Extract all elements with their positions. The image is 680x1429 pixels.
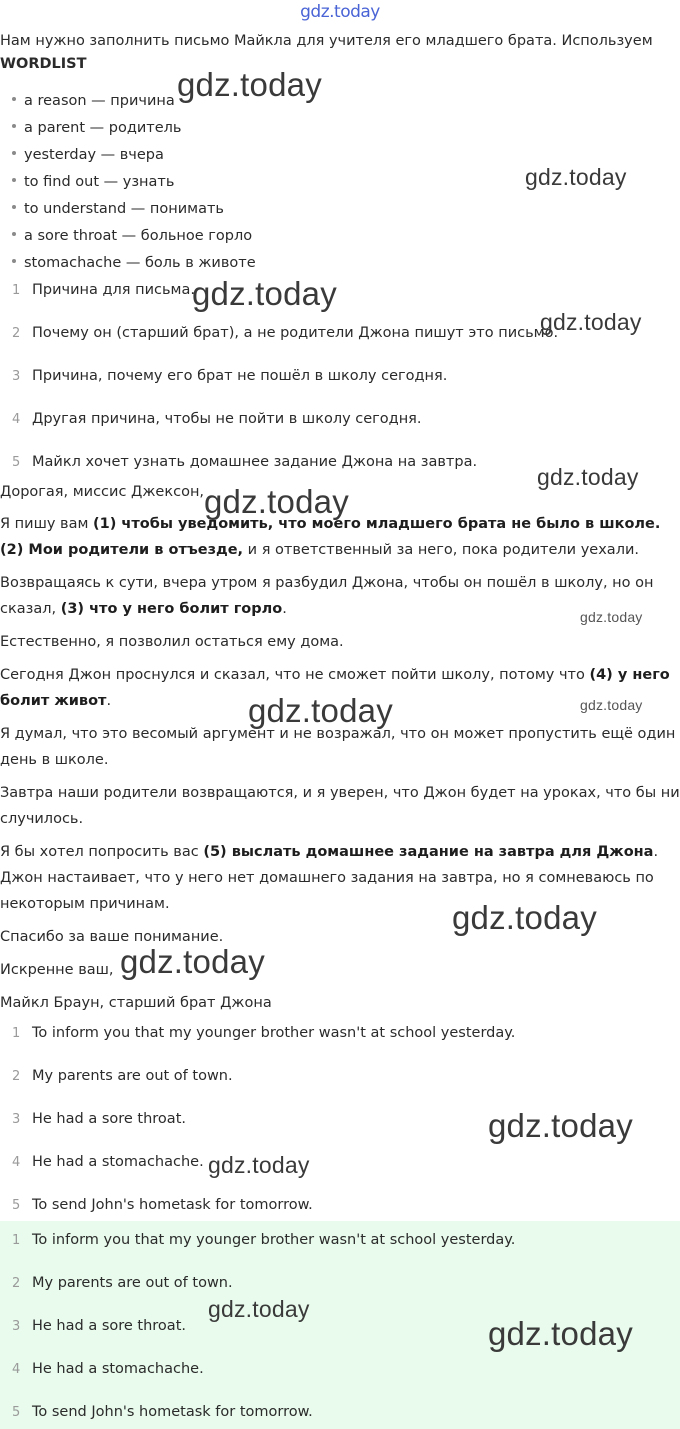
answer-item: 3 He had a sore throat. xyxy=(12,1318,186,1334)
watermark: gdz.today xyxy=(452,899,597,936)
plan-item: 2 Почему он (старший брат), а не родители Джона пишут это письмо. xyxy=(12,325,559,341)
wordlist-heading: WORDLIST xyxy=(0,56,87,72)
answer-item: 2 My parents are out of town. xyxy=(12,1275,233,1291)
bullet-icon xyxy=(12,151,16,155)
letter-closing: Искренне ваш, xyxy=(0,962,114,978)
watermark: gdz.today xyxy=(580,697,643,713)
letter-paragraph: Я думал, что это весомый аргумент и не возражал, что он может пропустить ещё один день в школе. xyxy=(0,726,676,768)
letter-paragraph: Завтра наши родители возвращаются, и я уверен, что Джон будет на уроках, что бы ни случилось. xyxy=(0,785,680,827)
wordlist-item: a reason — причина xyxy=(12,88,175,114)
letter-signature: Майкл Браун, старший брат Джона xyxy=(0,995,272,1011)
letter-paragraph: Я пишу вам (1) чтобы уведомить, что моего младшего брата не было в школе. (2) Мои родители в отъезде, и я ответственный за него, пока родители уехали. xyxy=(0,516,661,558)
bullet-icon xyxy=(12,178,16,182)
letter-paragraph: Естественно, я позволил остаться ему дома. xyxy=(0,634,344,650)
bullet-icon xyxy=(12,205,16,209)
letter-thanks: Спасибо за ваше понимание. xyxy=(0,929,224,945)
wordlist-item: a sore throat — больное горло xyxy=(12,223,252,249)
english-item: 2 My parents are out of town. xyxy=(12,1068,233,1084)
answer-item: 4 He had a stomachache. xyxy=(12,1361,204,1377)
plan-item: 1 Причина для письма. xyxy=(12,282,195,298)
intro-text: Нам нужно заполнить письмо Майкла для учителя его младшего брата. Используем xyxy=(0,33,653,49)
wordlist-item: to understand — понимать xyxy=(12,196,224,222)
plan-item: 3 Причина, почему его брат не пошёл в школу сегодня. xyxy=(12,368,448,384)
plan-item: 5 Майкл хочет узнать домашнее задание Джона на завтра. xyxy=(12,454,478,470)
english-item: 1 To inform you that my younger brother wasn't at school yesterday. xyxy=(12,1025,516,1041)
answer-item: 1 To inform you that my younger brother wasn't at school yesterday. xyxy=(12,1232,516,1248)
wordlist-item: stomachache — боль в животе xyxy=(12,250,256,276)
watermark: gdz.today xyxy=(488,1107,633,1144)
watermark: gdz.today xyxy=(488,1315,633,1352)
watermark: gdz.today xyxy=(120,943,265,980)
watermark: gdz.today xyxy=(192,275,337,312)
watermark: gdz.today xyxy=(177,66,322,103)
bullet-icon xyxy=(12,259,16,263)
watermark: gdz.today xyxy=(208,1152,310,1178)
site-title[interactable]: gdz.today xyxy=(300,2,380,22)
watermark: gdz.today xyxy=(537,464,639,490)
watermark: gdz.today xyxy=(204,483,349,520)
wordlist-item: to find out — узнать xyxy=(12,169,174,195)
english-item: 5 To send John's hometask for tomorrow. xyxy=(12,1197,313,1213)
english-item: 3 He had a sore throat. xyxy=(12,1111,186,1127)
letter-paragraph: Возвращаясь к сути, вчера утром я разбудил Джона, чтобы он пошёл в школу, но он сказал, (3) что у него болит горло. xyxy=(0,575,654,617)
watermark: gdz.today xyxy=(248,692,393,729)
watermark: gdz.today xyxy=(208,1296,310,1322)
letter-paragraph: Сегодня Джон проснулся и сказал, что не сможет пойти школу, потому что (4) у него болит живот. xyxy=(0,667,670,709)
letter-paragraph: Я бы хотел попросить вас (5) выслать домашнее задание на завтра для Джона. Джон настаивает, что у него нет домашнего задания на завтра, но я сомневаюсь по некоторым причинам. xyxy=(0,844,659,912)
letter-greeting: Дорогая, миссис Джексон, xyxy=(0,484,205,500)
wordlist-item: a parent — родитель xyxy=(12,115,181,141)
answer-item: 5 To send John's hometask for tomorrow. xyxy=(12,1404,313,1420)
watermark: gdz.today xyxy=(525,164,627,190)
watermark: gdz.today xyxy=(580,609,643,625)
watermark: gdz.today xyxy=(540,309,642,335)
plan-item: 4 Другая причина, чтобы не пойти в школу сегодня. xyxy=(12,411,422,427)
wordlist-item: yesterday — вчера xyxy=(12,142,164,168)
bullet-icon xyxy=(12,124,16,128)
bullet-icon xyxy=(12,232,16,236)
bullet-icon xyxy=(12,97,16,101)
english-item: 4 He had a stomachache. xyxy=(12,1154,204,1170)
